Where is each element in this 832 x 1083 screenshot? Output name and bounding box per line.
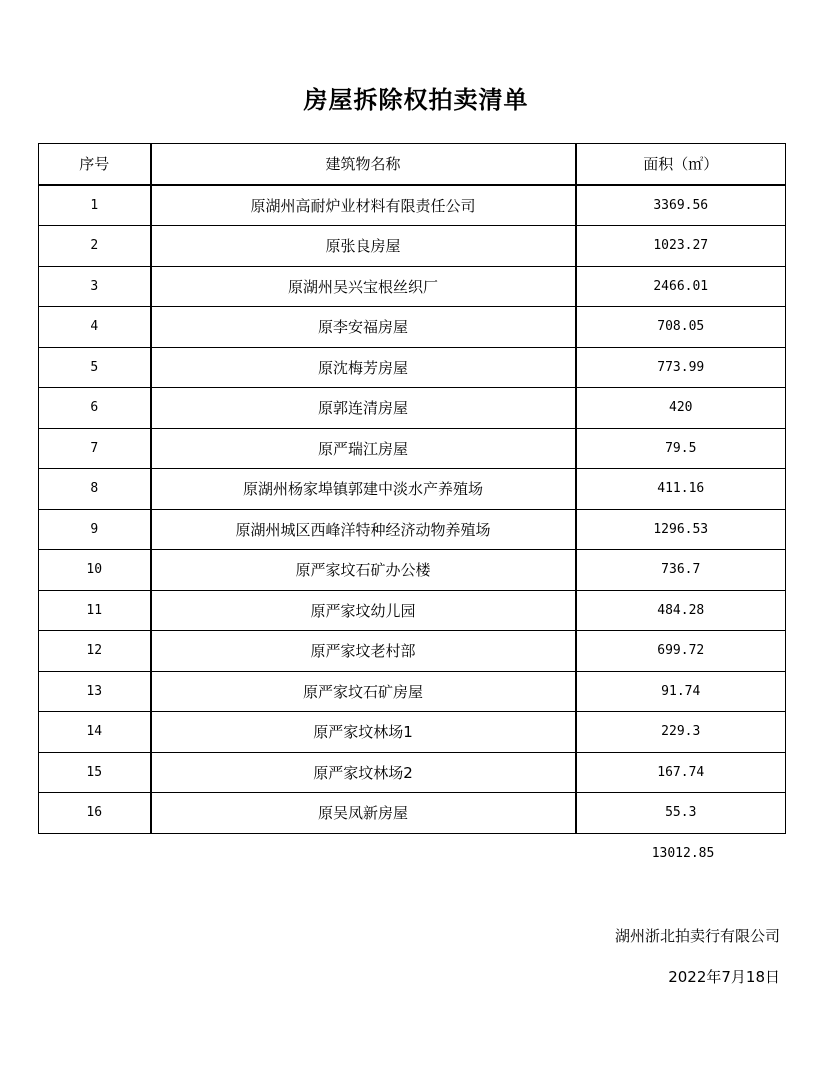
row-area: 484.28 <box>576 590 786 631</box>
row-index: 12 <box>39 631 151 672</box>
row-index: 16 <box>39 793 151 834</box>
table-row <box>39 185 786 226</box>
row-index: 8 <box>39 469 151 510</box>
row-area: 3369.56 <box>576 185 786 226</box>
row-index: 4 <box>39 307 151 348</box>
row-area: 2466.01 <box>576 266 786 307</box>
row-building-name: 原张良房屋 <box>151 226 576 267</box>
table-row <box>39 712 786 753</box>
table-row <box>39 347 786 388</box>
row-index: 9 <box>39 509 151 550</box>
row-area: 773.99 <box>576 347 786 388</box>
row-area: 420 <box>576 388 786 429</box>
row-index: 15 <box>39 752 151 793</box>
row-index: 11 <box>39 590 151 631</box>
auction-list-table <box>38 143 786 834</box>
table-row <box>39 388 786 429</box>
row-area: 229.3 <box>576 712 786 753</box>
table-row <box>39 469 786 510</box>
header-area: 面积（㎡） <box>576 144 786 185</box>
row-building-name: 原郭连清房屋 <box>151 388 576 429</box>
row-index: 2 <box>39 226 151 267</box>
row-area: 1023.27 <box>576 226 786 267</box>
row-index: 10 <box>39 550 151 591</box>
row-index: 7 <box>39 428 151 469</box>
row-building-name: 原严家坟石矿办公楼 <box>151 550 576 591</box>
table-body <box>39 185 786 834</box>
table-row <box>39 752 786 793</box>
header-index: 序号 <box>39 144 151 185</box>
table-header-row <box>39 144 786 185</box>
row-area: 708.05 <box>576 307 786 348</box>
row-building-name: 原严家坟林场2 <box>151 752 576 793</box>
row-building-name: 原吴凤新房屋 <box>151 793 576 834</box>
row-area: 411.16 <box>576 469 786 510</box>
row-area: 55.3 <box>576 793 786 834</box>
table-row <box>39 590 786 631</box>
row-building-name: 原湖州吴兴宝根丝织厂 <box>151 266 576 307</box>
total-area: 13012.85 <box>651 846 715 861</box>
row-index: 5 <box>39 347 151 388</box>
table-row <box>39 631 786 672</box>
row-building-name: 原严家坟幼儿园 <box>151 590 576 631</box>
table-row <box>39 307 786 348</box>
row-area: 167.74 <box>576 752 786 793</box>
row-building-name: 原严瑞江房屋 <box>151 428 576 469</box>
row-area: 699.72 <box>576 631 786 672</box>
row-building-name: 原严家坟石矿房屋 <box>151 671 576 712</box>
row-building-name: 原湖州城区西峰洋特种经济动物养殖场 <box>151 509 576 550</box>
row-area: 79.5 <box>576 428 786 469</box>
row-index: 3 <box>39 266 151 307</box>
row-index: 1 <box>39 185 151 226</box>
row-index: 6 <box>39 388 151 429</box>
company-name: 湖州浙北拍卖行有限公司 <box>614 927 780 945</box>
row-index: 14 <box>39 712 151 753</box>
row-building-name: 原李安福房屋 <box>151 307 576 348</box>
row-area: 1296.53 <box>576 509 786 550</box>
table-row <box>39 550 786 591</box>
table-row <box>39 266 786 307</box>
row-index: 13 <box>39 671 151 712</box>
table-row <box>39 793 786 834</box>
row-building-name: 原湖州高耐炉业材料有限责任公司 <box>151 185 576 226</box>
header-name: 建筑物名称 <box>151 144 576 185</box>
issue-date: 2022年7月18日 <box>668 968 780 986</box>
row-building-name: 原严家坟林场1 <box>151 712 576 753</box>
row-area: 91.74 <box>576 671 786 712</box>
table-row <box>39 671 786 712</box>
row-building-name: 原湖州杨家埠镇郭建中淡水产养殖场 <box>151 469 576 510</box>
table-row <box>39 428 786 469</box>
page-title: 房屋拆除权拍卖清单 <box>303 85 529 114</box>
row-area: 736.7 <box>576 550 786 591</box>
row-building-name: 原严家坟老村部 <box>151 631 576 672</box>
row-building-name: 原沈梅芳房屋 <box>151 347 576 388</box>
table-row <box>39 509 786 550</box>
table-row <box>39 226 786 267</box>
